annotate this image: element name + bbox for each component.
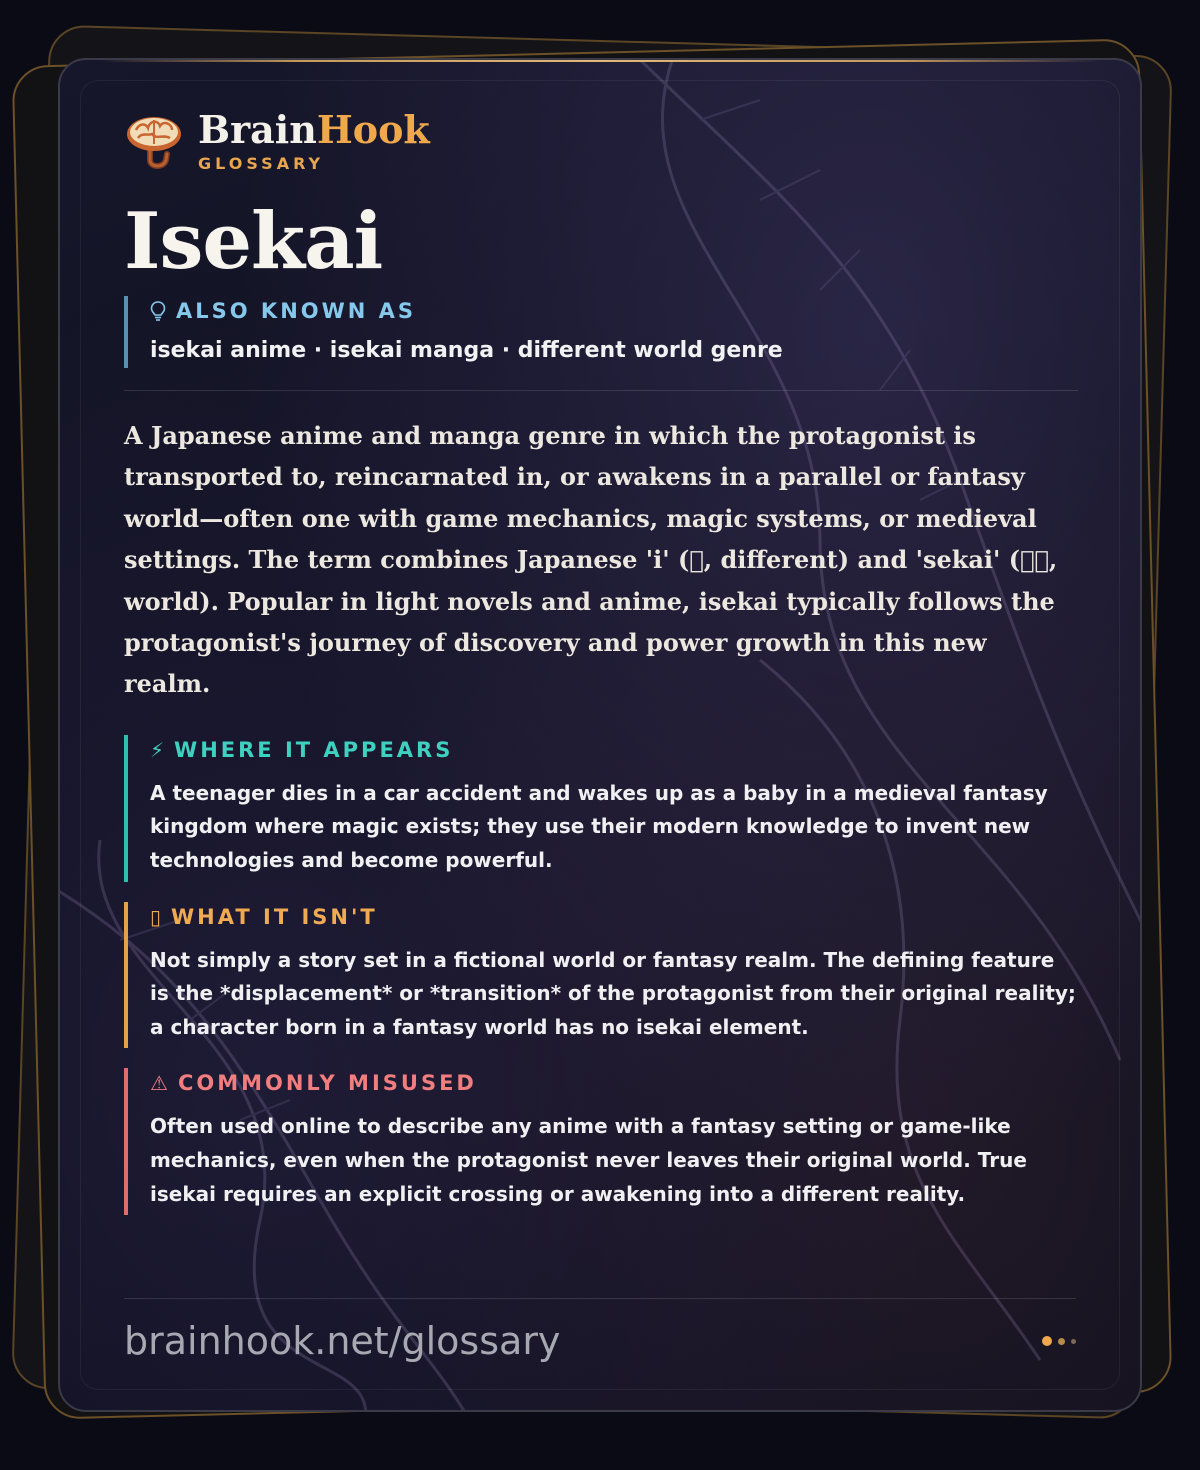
term-title: Isekai xyxy=(124,196,383,287)
brand-name xyxy=(198,108,430,152)
where-it-appears-section xyxy=(124,735,1078,882)
section-divider xyxy=(124,390,1078,391)
brain-hook-icon xyxy=(124,110,184,170)
lightning-icon: ⚡ xyxy=(150,737,165,762)
aka-label: ALSO KNOWN AS xyxy=(176,299,417,323)
page-dots xyxy=(1036,1336,1076,1346)
commonly-misused-label: COMMONLY MISUSED xyxy=(177,1071,477,1096)
what-it-isnt-heading xyxy=(150,904,1078,930)
what-it-isnt-body: Not simply a story set in a fictional world or fantasy realm. The defining feature is the *displacement* or *transition* of the protagonist from their original reality; a character born in a fantasy world has no isekai element. xyxy=(150,947,1076,1039)
what-it-isnt-section xyxy=(124,902,1078,1049)
brand-name-part-hook: Hook xyxy=(316,106,430,152)
page-dot xyxy=(1042,1336,1052,1346)
where-it-appears-heading xyxy=(150,737,1078,763)
commonly-misused-section xyxy=(124,1068,1078,1215)
what-it-isnt-label: WHAT IT ISN'T xyxy=(171,904,378,929)
where-it-appears-body: A teenager dies in a car accident and wakes up as a baby in a medieval fantasy kingdom where magic exists; they use their modern knowledge to invent new technologies and become powerful. xyxy=(150,780,1048,873)
card-content xyxy=(124,100,1078,1215)
page-dot xyxy=(1071,1339,1076,1344)
commonly-misused-heading xyxy=(150,1070,1078,1096)
commonly-misused-body: Often used online to describe any anime with a fantasy setting or game-like mechanics, even when the protagonist never leaves their original world. True isekai requires an explicit crossing or awakening into a different reality. xyxy=(150,1114,1027,1206)
page-dot xyxy=(1058,1338,1065,1345)
lightbulb-icon xyxy=(150,300,166,322)
card-top-accent-line xyxy=(100,60,1100,62)
footer-divider xyxy=(124,1298,1076,1299)
card-footer xyxy=(124,1298,1076,1363)
warning-icon: ⚠ xyxy=(150,1071,168,1096)
brand-header xyxy=(124,100,1078,180)
missing-glyph-icon: ▯ xyxy=(150,904,162,929)
aka-values: isekai anime · isekai manga · different world genre xyxy=(150,338,783,363)
aka-heading xyxy=(150,298,1078,324)
glossary-card xyxy=(58,58,1142,1412)
brand-subtitle: GLOSSARY xyxy=(198,153,325,173)
where-it-appears-label: WHERE IT APPEARS xyxy=(174,737,454,762)
brand-name-part-brain: Brain xyxy=(198,106,317,152)
definition-text: A Japanese anime and manga genre in which the protagonist is transported to, reincarnated in, or awakens in a parallel or fantasy world—often one with game mechanics, magic systems, or medieval settings. The term combines Japanese 'i' ( , different) and 'sekai' (  , world). Popular in light novels and anime, isekai typically follows the protagonist's journey of discovery and power growth in this new realm. xyxy=(124,421,1058,699)
footer-url[interactable]: brainhook.net/glossary xyxy=(124,1319,561,1363)
also-known-as-section xyxy=(124,296,1078,368)
